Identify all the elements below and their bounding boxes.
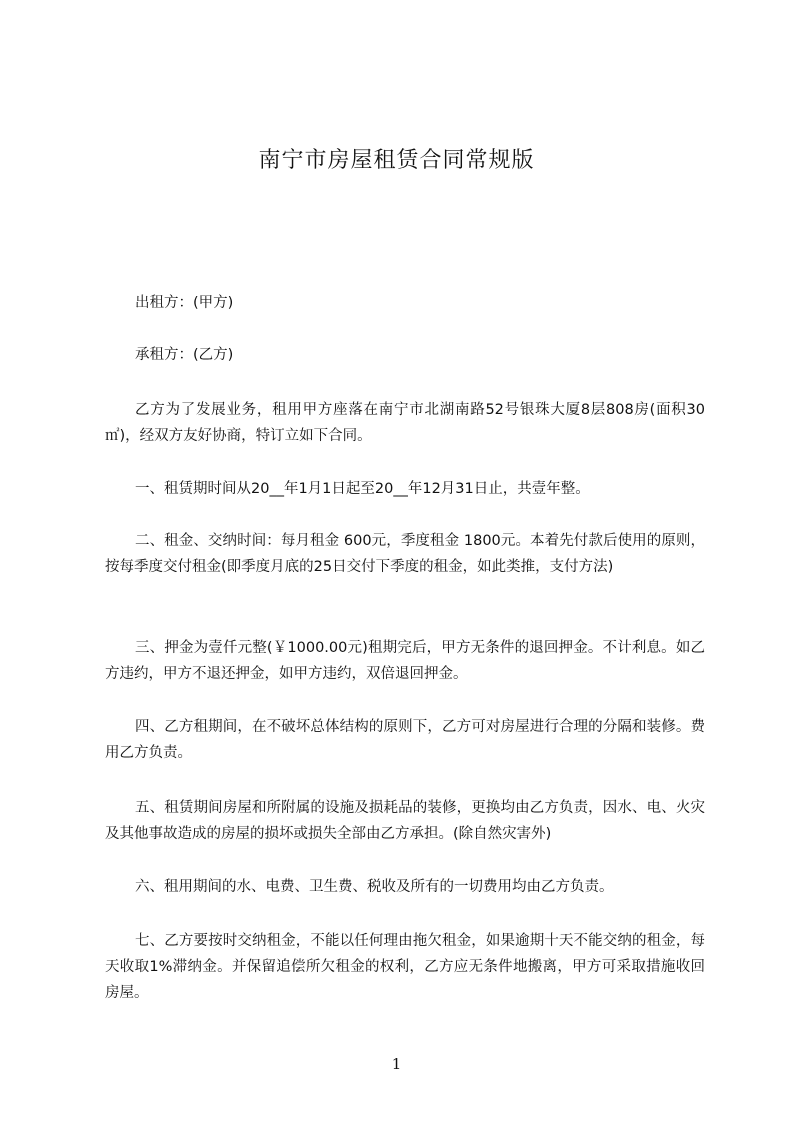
paragraph-clause-6: 六、租用期间的水、电费、卫生费、税收及所有的一切费用均由乙方负责。 (135, 879, 614, 895)
paragraph-clause-4: 四、乙方租期间，在不破坏总体结构的原则下，乙方可对房屋进行合理的分隔和装修。费用乙方负责。 (105, 719, 705, 761)
lessor-line: 出租方：(甲方) (135, 295, 234, 311)
paragraph-clause-3: 三、押金为壹仟元整(￥1000.00元)租期完后，甲方无条件的退回押金。不计利息。如乙方违约，甲方不退还押金，如甲方违约，双倍退回押金。 (105, 640, 705, 682)
page-number: 1 (391, 1055, 402, 1073)
paragraph-clause-1: 一、租赁期时间从20__年1月1日起至20__年12月31日止，共壹年整。 (135, 481, 590, 497)
lessee-line: 承租方：(乙方) (135, 347, 234, 363)
paragraph-clause-2: 二、租金、交纳时间：每月租金 600元，季度租金 1800元。本着先付款后使用的原则，按每季度交付租金(即季度月底的25日交付下季度的租金，如此类推，支付方法) (105, 533, 705, 575)
paragraph-intro: 乙方为了发展业务，租用甲方座落在南宁市北湖南路52号银珠大厦8层808房(面积30㎡)，经双方友好协商，特订立如下合同。 (105, 402, 705, 444)
paragraph-clause-5: 五、租赁期间房屋和所附属的设施及损耗品的装修，更换均由乙方负责，因水、电、火灾及其他事故造成的房屋的损坏或损失全部由乙方承担。(除自然灾害外) (105, 800, 705, 842)
document-title: 南宁市房屋租赁合同常规版 (258, 148, 535, 173)
paragraph-clause-7: 七、乙方要按时交纳租金，不能以任何理由拖欠租金，如果逾期十天不能交纳的租金，每天收取1%滞纳金。并保留追偿所欠租金的权利，乙方应无条件地搬离，甲方可采取措施收回房屋。 (105, 933, 705, 1001)
